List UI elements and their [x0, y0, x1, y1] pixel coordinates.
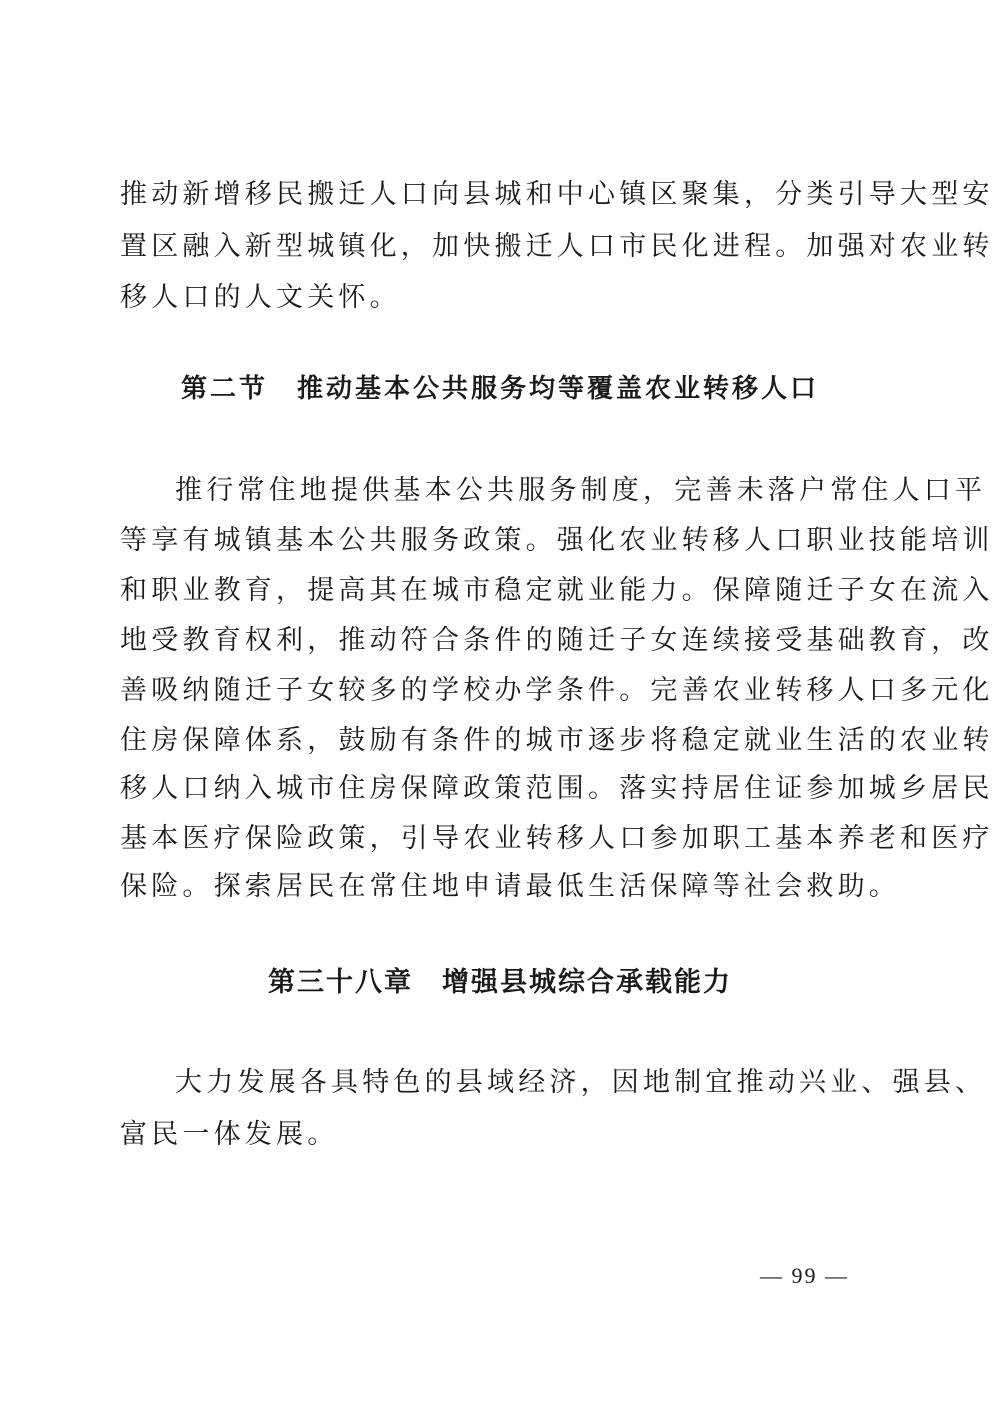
paragraph-2-line-2: 等享有城镇基本公共服务政策。强化农业转移人口职业技能培训: [120, 525, 994, 556]
paragraph-2-line-3: 和职业教育，提高其在城市稳定就业能力。保障随迁子女在流入: [120, 575, 994, 606]
paragraph-2-line-1: 推行常住地提供基本公共服务制度，完善未落户常住人口平: [175, 475, 987, 506]
section-title: 第二节 推动基本公共服务均等覆盖农业转移人口: [180, 374, 819, 404]
paragraph-1-line-1: 推动新增移民搬迁人口向县城和中心镇区聚集，分类引导大型安: [120, 179, 994, 210]
paragraph-1-line-2: 置区融入新型城镇化，加快搬迁人口市民化进程。加强对农业转: [120, 231, 994, 262]
paragraph-1-line-3: 移人口的人文关怀。: [120, 282, 401, 313]
paragraph-3-line-2: 富民一体发展。: [120, 1119, 339, 1150]
paragraph-2-line-6: 住房保障体系，鼓励有条件的城市逐步将稳定就业生活的农业转: [120, 725, 994, 756]
paragraph-2-line-4: 地受教育权利，推动符合条件的随迁子女连续接受基础教育，改: [120, 625, 994, 656]
chapter-title: 第三十八章 增强县城综合承载能力: [268, 967, 732, 998]
paragraph-2-line-9: 保险。探索居民在常住地申请最低生活保障等社会救助。: [120, 871, 900, 902]
paragraph-2-line-8: 基本医疗保险政策，引导农业转移人口参加职工基本养老和医疗: [120, 823, 994, 854]
page-number: — 99 —: [760, 1263, 849, 1288]
paragraph-3-line-1: 大力发展各具特色的县域经济，因地制宜推动兴业、强县、: [175, 1067, 987, 1098]
paragraph-2-line-5: 善吸纳随迁子女较多的学校办学条件。完善农业转移人口多元化: [120, 675, 994, 706]
paragraph-2-line-7: 移人口纳入城市住房保障政策范围。落实持居住证参加城乡居民: [120, 773, 994, 804]
